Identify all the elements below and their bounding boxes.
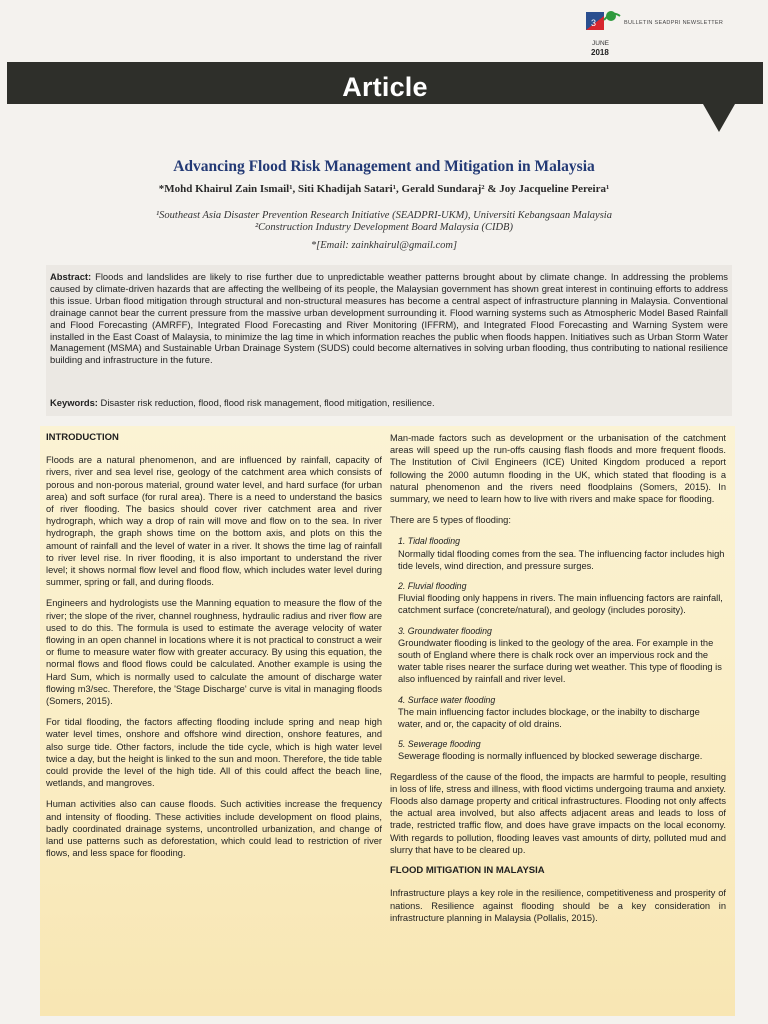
flood-type-title: 1. Tidal flooding [398, 536, 461, 547]
keywords-label: Keywords: [50, 397, 98, 408]
issue-month: JUNE [592, 40, 609, 47]
article-banner [7, 62, 763, 116]
affiliation-1: ¹Southeast Asia Disaster Prevention Research Initiative (SEADPRI-UKM), Universiti Kebangsaan Malaysia [156, 210, 612, 221]
flood-type-desc: Groundwater flooding is linked to the geology of the area. For example in the south of England where there is chalk rock over an impervious rock and the water table rises nearer the surface during wet weather. This type of flooding is also influenced by rainfall and river level. [398, 637, 722, 685]
abstract-label: Abstract: [50, 271, 92, 282]
paragraph: Infrastructure plays a key role in the resilience, competitiveness and prosperity of nations. Resilience against flooding should be a key consideration in infrastructure planning in Malaysia (Pollalis, 2015). [390, 888, 726, 923]
paragraph: For tidal flooding, the factors affecting flooding include spring and neap high water level times, onshore and offshore wind direction, onshore features, and also surge tide. Other factors, include the tide cycle, which is high water level twice a day, but the height is linked to the sun and moon. Therefore, the tide table could provide the level of the high tide. All of this could affect the beach line, wetlands, and mangroves. [46, 717, 382, 789]
flood-type-item [390, 535, 726, 572]
newsletter-brand: BULLETIN SEADPRI NEWSLETTER [624, 20, 724, 26]
article-authors: *Mohd Khairul Zain Ismail¹, Siti Khadijah Satari¹, Gerald Sundaraj² & Joy Jacqueline Pereira¹ [158, 183, 610, 195]
flood-type-desc: Fluvial flooding only happens in rivers. The main influencing factors are rainfall, catchment surface (concrete/natural), and geology (includes porosity). [398, 593, 723, 616]
flood-type-desc: The main influencing factor includes blockage, or the inabilty to discharge water, and or, the capacity of old drains. [398, 706, 700, 730]
flood-type-title: 3. Groundwater flooding [398, 625, 492, 636]
keywords [50, 397, 728, 408]
left-column [46, 432, 382, 869]
paragraph: Regardless of the cause of the flood, the impacts are harmful to people, resulting in loss of life, stress and illness, with flood victims undergoing trauma and anxiety. Floods also damage property and critical infrastructures. Flooding not only affects the actual area involved, but also affects adjacent areas and leads to loss of trade, restricted traffic flow, and does have grave impacts on the local economy. With regards to pollution, flooding leaves vast amounts of dirty, polluted mud and slurry that have to be cleared up. [390, 771, 726, 855]
keywords-list: Disaster risk reduction, flood, flood risk management, flood mitigation, resilience. [100, 397, 435, 408]
flood-type-item [390, 738, 726, 762]
flood-type-item [390, 580, 726, 617]
abstract-body: Floods and landslides are likely to rise further due to unpredictable weather patterns brought about by climate change. In addressing the problems caused by climate-driven hazards that are affecting the wellbeing of its people, the Malaysian government has shown great interest in continuing efforts to address this issue. Urban flood mitigation through structural and non-structural measures has become a central aspect of infrastructure planning in Malaysia. Conventional drainage cannot bear the current pressure from the massive urban development surrounding it. Flood warning systems such as Atmospheric Model Based Rainfall and Flood Forecasting (AMRFF), Integrated Flood Forecasting and River Monitoring (IFFRM), and Integrated Flood Forecasting and Warning System were installed in the East Coast of Malaysia, to minimize the lag time in which information reaches the public when floods happen. Initiatives such as Urban Storm Water Management (MSMA) and Sustainable Urban Drainage System (SUDS) could become alternatives in solving urban flooding, thus contributing to national resilience building and infrastructure in the future. [50, 271, 728, 366]
newsletter-logo [578, 6, 748, 58]
right-column [390, 432, 726, 933]
flood-types-intro: There are 5 types of flooding: [390, 515, 511, 526]
flood-type-title: 5. Sewerage flooding [398, 739, 481, 750]
affiliation-2: ²Construction Industry Development Board Malaysia (CIDB) [255, 222, 513, 233]
flood-type-title: 4. Surface water flooding [398, 694, 496, 705]
abstract-box [46, 265, 732, 416]
paragraph: Floods are a natural phenomenon, and are influenced by rainfall, capacity of rivers, river and sea level rise, geology of the catchment area which consists of porous and non-porous material, ground water level, and hard surface (for urban area) and soft surface (for rural area). There is a need to understand the basics of river flooding. The basics should cover river catchment area and river hydrograph, which way a drop of rain will move and flow on to the sea. In river hydrograph, the graph shows time on the bottom axis, and plots on this the amount of rainfall and the level of water in a river. It shows the time lag of rainfall to river level rise. In river flooding, it is also important to understand the river level; it shows normal flow level and flood flow, which includes water level during summer, spring or fall, and during floods. [46, 455, 382, 588]
banner-title: Article [342, 72, 428, 102]
seadpri-logo-icon [578, 6, 622, 40]
abstract-text [50, 271, 728, 366]
paragraph: Engineers and hydrologists use the Manning equation to measure the flow of the river; the slope of the river, channel roughness, hydraulic radius and river flow are used to do this. The formula is used to estimate the average velocity of water flowing in an open channel in locations where it is not practical to construct a weir or flume to measure water flow with greater accuracy. By using this equation, the normal flows and flood flows could be calculated. Another example is using the Hard Sum, which is normally used to calculate the amount of discharge water flowing m3/sec. Therefore, the 'Stage Discharge' curve is vital in managing floods (Somers, 2015). [46, 598, 382, 707]
flood-type-item [390, 694, 726, 731]
article-body [40, 426, 735, 1016]
mitigation-heading: FLOOD MITIGATION IN MALAYSIA [390, 865, 545, 877]
article-title: Advancing Flood Risk Management and Mitigation in Malaysia [173, 158, 595, 175]
paragraph: Human activities also can cause floods. Such activities increase the frequency and intensity of flooding. These activities include development on flood plains, badly coordinated drainage systems, uncontrolled urbanization, and change of land use patterns such as deforestation, which could lead to restriction of river flows, and less space for flooding. [46, 799, 382, 859]
introduction-heading: INTRODUCTION [46, 432, 119, 443]
flood-type-title: 2. Fluvial flooding [398, 581, 467, 592]
flood-type-desc: Normally tidal flooding comes from the sea. The influencing factor includes high tide levels, wind direction, and pressure surges. [398, 548, 725, 571]
issue-year: 2018 [591, 48, 609, 57]
flood-type-desc: Sewerage flooding is normally influenced by blocked sewerage discharge. [398, 751, 703, 762]
flood-type-item [390, 625, 726, 686]
svg-text:3: 3 [591, 18, 597, 28]
author-email: *[Email: zainkhairul@gmail.com] [310, 240, 458, 251]
paragraph: Man-made factors such as development or the urbanisation of the catchment areas will speed up the run-offs causing flash floods and more frequent floods. The Institution of Civil Engineers (ICE) United Kingdom produced a report following the 2000 autumn flooding in the UK, which stated that flooding is a natural phenomenon and the rivers need floodplains (Somers, 2015). In summary, we need to learn how to live with rivers and make space for flooding. [390, 433, 726, 505]
